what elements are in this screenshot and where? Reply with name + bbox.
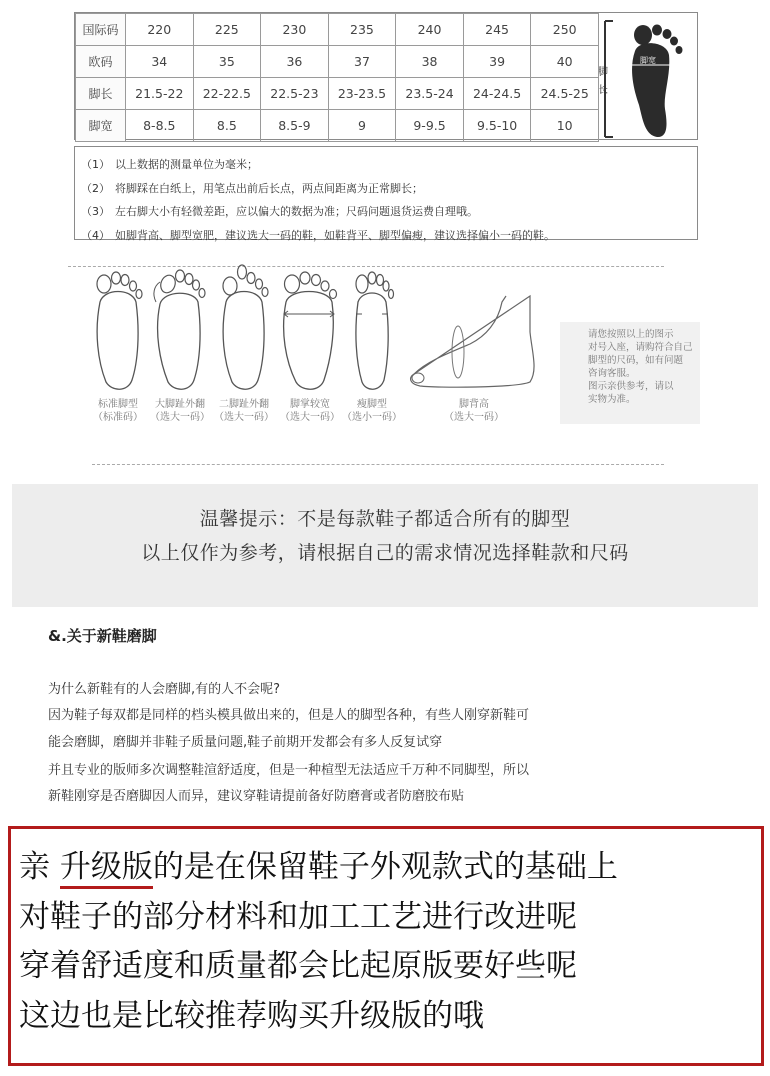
foot-length-label: 脚 (599, 67, 608, 78)
table-cell: 24.5-25 (531, 78, 599, 110)
table-cell: 9 (328, 110, 396, 142)
note-number: （3） (81, 205, 110, 218)
article-line: 能会磨脚，磨脚并非鞋子质量问题,鞋子前期开发都会有多人反复试穿 (48, 735, 443, 750)
foot-type-label (84, 398, 152, 424)
tip-banner (12, 484, 758, 607)
table-cell: 8.5 (193, 110, 261, 142)
note-text: 将脚踩在白纸上，用笔点出前后长点，两点间距离为正常脚长； (115, 181, 423, 195)
table-cell: 10 (531, 110, 599, 142)
table-cell: 24-24.5 (463, 78, 531, 110)
notice-line (19, 843, 761, 893)
notice-prefix: 亲 (19, 849, 60, 885)
table-cell: 8.5-9 (261, 110, 329, 142)
table-cell: 22.5-23 (261, 78, 329, 110)
article-line: 新鞋刚穿是否磨脚因人而异，建议穿鞋请提前备好防磨膏或者防磨胶布贴 (48, 789, 465, 804)
footprint-icon (599, 13, 699, 141)
notice-text: 的是在保留鞋子外观款式的基础上 (152, 849, 618, 885)
table-cell: 9.5-10 (463, 110, 531, 142)
article-title: &.关于新鞋磨脚 (48, 627, 157, 645)
note-number: （4） (81, 228, 110, 242)
row-header: 脚长 (76, 78, 126, 110)
table-row (76, 78, 599, 110)
foot-type-label (276, 398, 344, 424)
table-cell: 38 (396, 46, 464, 78)
note-text: 如脚背高、脚型宽肥，建议选大一码的鞋，如鞋背平、脚型偏瘦，建议选择偏小一码的鞋。 (115, 228, 555, 242)
foot-length-label: 长 (599, 85, 608, 96)
table-cell: 34 (126, 46, 194, 78)
foot-type-advice: （选大一码） (214, 412, 274, 423)
tip-line: 温馨提示：不是每款鞋子都适合所有的脚型 (199, 508, 571, 530)
notice-line: 这边也是比较推荐购买升级版的哦 (19, 997, 484, 1034)
hint-line: 对号入座，请购符合自己 (588, 342, 693, 353)
note-number: （1） (81, 158, 110, 171)
table-cell: 35 (193, 46, 261, 78)
tip-line: 以上仅作为参考，请根据自己的需求情况选择鞋款和尺码 (141, 542, 629, 564)
table-cell: 40 (531, 46, 599, 78)
foot-type-advice: （标准码） (93, 412, 143, 423)
foot-type-name: 瘦脚型 (357, 399, 387, 410)
table-cell: 9-9.5 (396, 110, 464, 142)
article-line: 并且专业的版师多次调整鞋渲舒适度，但是一种楦型无法适应千万种不同脚型，所以 (48, 763, 530, 778)
divider (92, 464, 664, 465)
foot-type-label (210, 398, 278, 424)
table-cell: 37 (328, 46, 396, 78)
table-cell: 21.5-22 (126, 78, 194, 110)
table-row (76, 46, 599, 78)
notice-line: 对鞋子的部分材料和加工工艺进行改进呢 (19, 898, 577, 935)
high-instep-foot-icon (406, 292, 546, 396)
hint-line: 图示亲供参考，请以 (588, 381, 674, 392)
table-cell: 8-8.5 (126, 110, 194, 142)
foot-type-label (338, 398, 406, 424)
article-line: 因为鞋子每双都是同样的档头模具做出来的，但是人的脚型各种，有些人刚穿新鞋可 (48, 708, 530, 723)
foot-type-advice: （选大一码） (444, 412, 504, 423)
foot-type-advice: （选小一码） (342, 412, 402, 423)
table-cell: 250 (531, 14, 599, 46)
foot-type-advice: （选大一码） (280, 412, 340, 423)
table-cell: 245 (463, 14, 531, 46)
note-item (81, 200, 697, 224)
table-cell: 36 (261, 46, 329, 78)
foot-type-name: 标准脚型 (98, 399, 138, 410)
foot-type-label (440, 398, 508, 424)
slim-foot-icon (344, 262, 400, 394)
foot-type-name: 大脚趾外翻 (155, 399, 205, 410)
standard-foot-icon (88, 262, 148, 394)
article-line: 为什么新鞋有的人会磨脚,有的人不会呢? (48, 682, 281, 697)
note-item (81, 177, 697, 201)
note-item (81, 224, 697, 248)
wide-foot-icon (278, 262, 342, 394)
upgrade-highlight: 升级版 (60, 849, 153, 889)
table-cell: 22-22.5 (193, 78, 261, 110)
table-row (76, 14, 599, 46)
foot-width-label: 脚宽 (640, 56, 656, 65)
hint-line: 脚型的尺码，如有问题 (588, 355, 684, 366)
hint-line: 请您按照以上的图示 (588, 329, 674, 340)
hint-line: 咨询客服。 (588, 368, 636, 379)
table-cell: 23-23.5 (328, 78, 396, 110)
table-cell: 225 (193, 14, 261, 46)
table-cell: 230 (261, 14, 329, 46)
table-row (76, 110, 599, 142)
note-item (81, 153, 697, 177)
foot-type-name: 二脚趾外翻 (219, 399, 269, 410)
table-cell: 39 (463, 46, 531, 78)
foot-type-advice: （选大一码） (150, 412, 210, 423)
note-number: （2） (81, 181, 110, 195)
note-text: 左右脚大小有轻微差距，应以偏大的数据为准；尺码问题退货运费自理哦。 (115, 205, 478, 218)
table-cell: 23.5-24 (396, 78, 464, 110)
table-cell: 220 (126, 14, 194, 46)
hint-line: 实物为准。 (588, 394, 636, 405)
notice-line: 穿着舒适度和质量都会比起原版要好些呢 (19, 948, 577, 984)
size-table (75, 13, 599, 142)
size-chart (74, 12, 698, 140)
measurement-notes (74, 146, 698, 240)
foot-type-name: 脚掌较宽 (290, 399, 330, 410)
row-header: 脚宽 (76, 110, 126, 142)
foot-type-name: 脚背高 (459, 399, 489, 410)
row-header: 欧码 (76, 46, 126, 78)
bunion-foot-icon (150, 262, 210, 394)
note-text: 以上数据的测量单位为毫米； (115, 158, 258, 171)
foot-measure-diagram (599, 13, 699, 141)
upgrade-notice (8, 826, 764, 1066)
reference-hint (560, 322, 700, 424)
second-toe-foot-icon (214, 262, 274, 394)
row-header: 国际码 (76, 14, 126, 46)
table-cell: 240 (396, 14, 464, 46)
table-cell: 235 (328, 14, 396, 46)
foot-type-label (146, 398, 214, 424)
